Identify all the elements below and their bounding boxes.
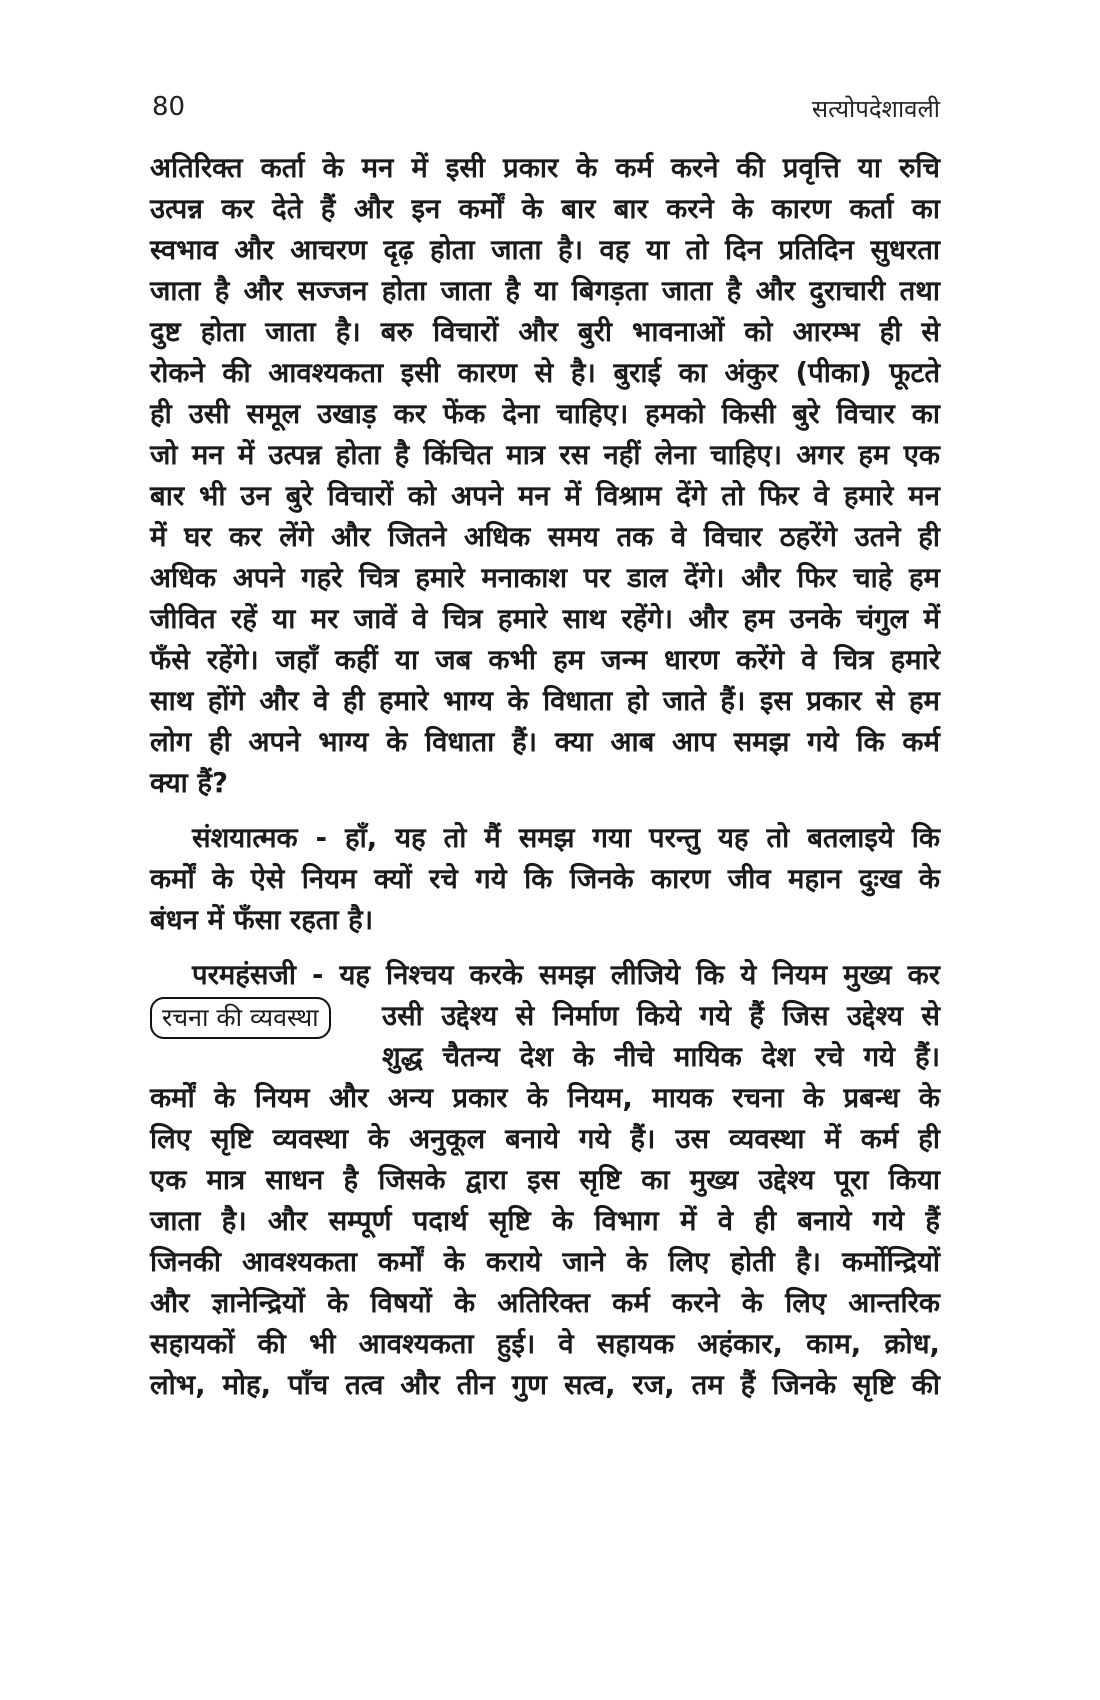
text-line: ही उसी समूल उखाड़ कर फेंक देना चाहिए। हमको किसी बुरे विचार का [150,398,940,430]
text-line: जीवित रहें या मर जावें वे चित्र हमारे साथ रहेंगे। और हम उनके चंगुल में [150,603,940,635]
paragraph-1 [150,148,940,804]
text-line: स्वभाव और आचरण दृढ़ होता जाता है। वह या तो दिन प्रतिदिन सुधरता [150,234,940,266]
text-line: जाता है और सज्जन होता जाता है या बिगड़ता जाता है और दुराचारी तथा [150,275,940,307]
text-line: रोकने की आवश्यकता इसी कारण से है। बुराई का अंकुर (पीका) फूटते [150,357,940,389]
text-line: लोभ, मोह, पाँच तत्व और तीन गुण सत्व, रज, तम हैं जिनके सृष्टि की [150,1369,940,1401]
text-line: उत्पन्न कर देते हैं और इन कर्मों के बार बार करने के कारण कर्ता का [150,193,940,225]
page-number: 80 [152,92,186,122]
text-line: बंधन में फँसा रहता है। [150,904,374,936]
text-line: संशयात्मक - हाँ, यह तो मैं समझ गया परन्तु यह तो बतलाइये कि [192,822,940,854]
text-line: कर्मों के नियम और अन्य प्रकार के नियम, मायक रचना के प्रबन्ध के [150,1082,940,1114]
text-line: सहायकों की भी आवश्यकता हुई। वे सहायक अहंकार, काम, क्रोध, [150,1328,940,1360]
text-line: और ज्ञानेन्द्रियों के विषयों के अतिरिक्त कर्म करने के लिए आन्तरिक [150,1287,940,1319]
text-line: दुष्ट होता जाता है। बरु विचारों और बुरी भावनाओं को आरम्भ ही से [150,316,940,348]
paragraph-2 [150,818,940,941]
text-line: फँसे रहेंगे। जहाँ कहीं या जब कभी हम जन्म धारण करेंगे वे चित्र हमारे [150,644,940,676]
text-line: बार भी उन बुरे विचारों को अपने मन में विश्राम देंगे तो फिर वे हमारे मन [150,480,940,512]
text-line: अधिक अपने गहरे चित्र हमारे मनाकाश पर डाल देंगे। और फिर चाहे हम [150,562,940,594]
text-line: परमहंसजी - यह निश्चय करके समझ लीजिये कि ये नियम मुख्य कर [192,959,940,991]
text-line: में घर कर लेंगे और जितने अधिक समय तक वे विचार ठहरेंगे उतने ही [150,521,940,553]
text-line: क्या हैं? [150,767,228,799]
page-header [140,92,940,132]
paragraph-3 [150,955,940,1406]
side-note-box: रचना की व्यवस्था [150,997,331,1039]
side-note-block [150,996,940,1078]
text-line: जो मन में उत्पन्न होता है किंचित मात्र रस नहीं लेना चाहिए। अगर हम एक [150,439,940,471]
text-line: एक मात्र साधन है जिसके द्वारा इस सृष्टि का मुख्य उद्देश्य पूरा किया [150,1164,940,1196]
text-line: अतिरिक्त कर्ता के मन में इसी प्रकार के कर्म करने की प्रवृत्ति या रुचि [150,152,940,184]
text-line: लोग ही अपने भाग्य के विधाता हैं। क्या आब आप समझ गये कि कर्म [150,726,940,758]
text-line: शुद्ध चैतन्य देश के नीचे मायिक देश रचे गये हैं। [382,1041,940,1073]
text-line: कर्मों के ऐसे नियम क्यों रचे गये कि जिनके कारण जीव महान दुःख के [150,863,940,895]
running-title: सत्योपदेशावली [811,95,940,123]
text-line: उसी उद्देश्य से निर्माण किये गये हैं जिस उद्देश्य से [382,1000,940,1032]
text-line: जाता है। और सम्पूर्ण पदार्थ सृष्टि के विभाग में वे ही बनाये गये हैं [150,1205,940,1237]
text-line: साथ होंगे और वे ही हमारे भाग्य के विधाता हो जाते हैं। इस प्रकार से हम [150,685,940,717]
body-text [150,148,940,1406]
text-line: जिनकी आवश्यकता कर्मों के कराये जाने के लिए होती है। कर्मोन्द्रियों [150,1246,940,1278]
text-line: लिए सृष्टि व्यवस्था के अनुकूल बनाये गये हैं। उस व्यवस्था में कर्म ही [150,1123,940,1155]
